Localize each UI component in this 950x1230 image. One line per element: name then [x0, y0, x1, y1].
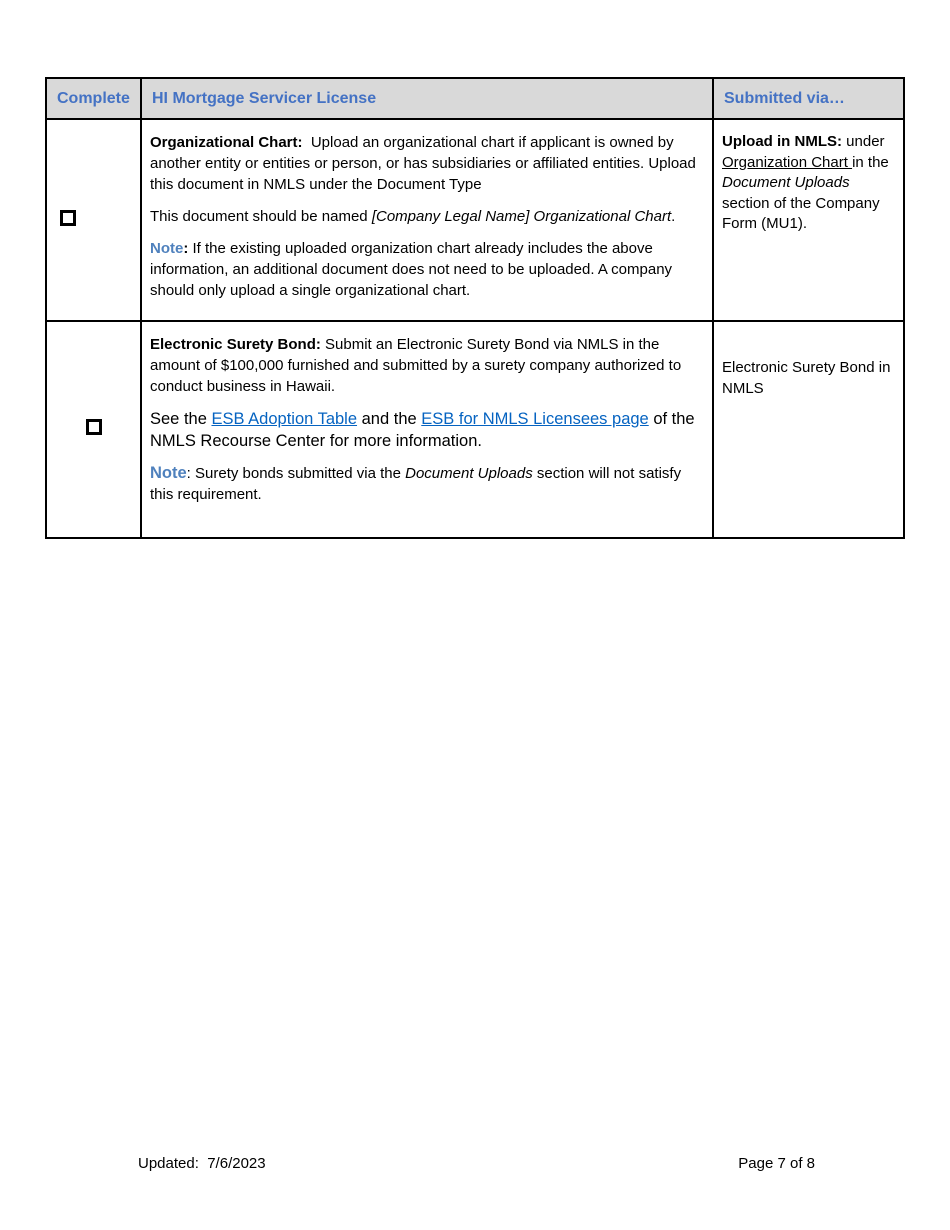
page-footer	[138, 1155, 815, 1172]
paragraph	[150, 238, 704, 301]
table-row-electronic-surety-bond	[46, 321, 904, 538]
text-run: Note	[150, 464, 187, 482]
complete-cell	[46, 119, 141, 321]
electronic-surety-bond-checkbox[interactable]	[86, 419, 102, 435]
text-run: : Surety bonds submitted via the	[186, 465, 406, 482]
text-run: Document Uploads	[722, 174, 850, 191]
paragraph	[150, 132, 704, 195]
text-run: [Company Legal Name] Organizational Chart	[371, 208, 672, 225]
paragraph	[150, 463, 704, 505]
text-run: See the	[150, 410, 212, 428]
text-run: Organization Chart	[722, 153, 853, 171]
text-run: in the	[852, 153, 889, 171]
esb-nmls-licensees-page-link[interactable]: ESB for NMLS Licensees page	[421, 410, 649, 428]
complete-cell	[46, 321, 141, 538]
text-run: Upload in NMLS:	[722, 133, 842, 150]
submitted-via-cell	[713, 321, 904, 538]
text-run: section will not satisfy this requirement.	[150, 465, 682, 503]
description-cell	[141, 119, 713, 321]
text-run: Submit an Electronic Surety Bond via NMLS in the amount of $100,000 furnished and submitted by a surety company authorized to conduct business in Hawaii.	[150, 336, 682, 395]
text-run: and the	[357, 410, 422, 428]
paragraph	[150, 206, 704, 227]
text-run: under	[842, 133, 885, 150]
paragraph	[150, 334, 704, 397]
paragraph	[722, 358, 895, 399]
page-number: Page 7 of 8	[738, 1155, 815, 1172]
text-run: Upload an organizational chart if applicant is owned by another entity or entities or person, or has subsidiaries or affiliated entities. Upload this document in NMLS under the Document Type	[150, 134, 696, 193]
esb-adoption-table-link[interactable]: ESB Adoption Table	[211, 410, 358, 428]
text-run: :	[183, 240, 189, 257]
table-header-row	[46, 78, 904, 119]
header-submitted-via: Submitted via…	[713, 78, 904, 119]
paragraph	[722, 334, 895, 347]
text-run: Electronic Surety Bond in NMLS	[722, 359, 891, 397]
organizational-chart-checkbox[interactable]	[60, 210, 76, 226]
updated-date: Updated: 7/6/2023	[138, 1155, 266, 1172]
paragraph	[722, 132, 895, 235]
table-row-organizational-chart	[46, 119, 904, 321]
text-run: section of the Company Form (MU1).	[722, 194, 880, 232]
text-run: .	[671, 208, 676, 225]
paragraph	[150, 408, 704, 452]
text-run: Electronic Surety Bond:	[150, 336, 321, 353]
header-license-title: HI Mortgage Servicer License	[141, 78, 713, 119]
header-complete: Complete	[46, 78, 141, 119]
text-run: Document Uploads	[405, 465, 533, 482]
text-run: If the existing uploaded organization chart already includes the above information, an additional document does not need to be uploaded. A company should only upload a single organizational chart.	[150, 240, 673, 299]
submitted-via-cell	[713, 119, 904, 321]
text-run: This document should be named	[150, 208, 372, 225]
text-run: Organizational Chart:	[150, 134, 303, 151]
text-run: Note	[150, 240, 184, 257]
description-cell	[141, 321, 713, 538]
checklist-table	[45, 77, 905, 539]
text-run: of the NMLS Recourse Center for more information.	[150, 410, 695, 450]
